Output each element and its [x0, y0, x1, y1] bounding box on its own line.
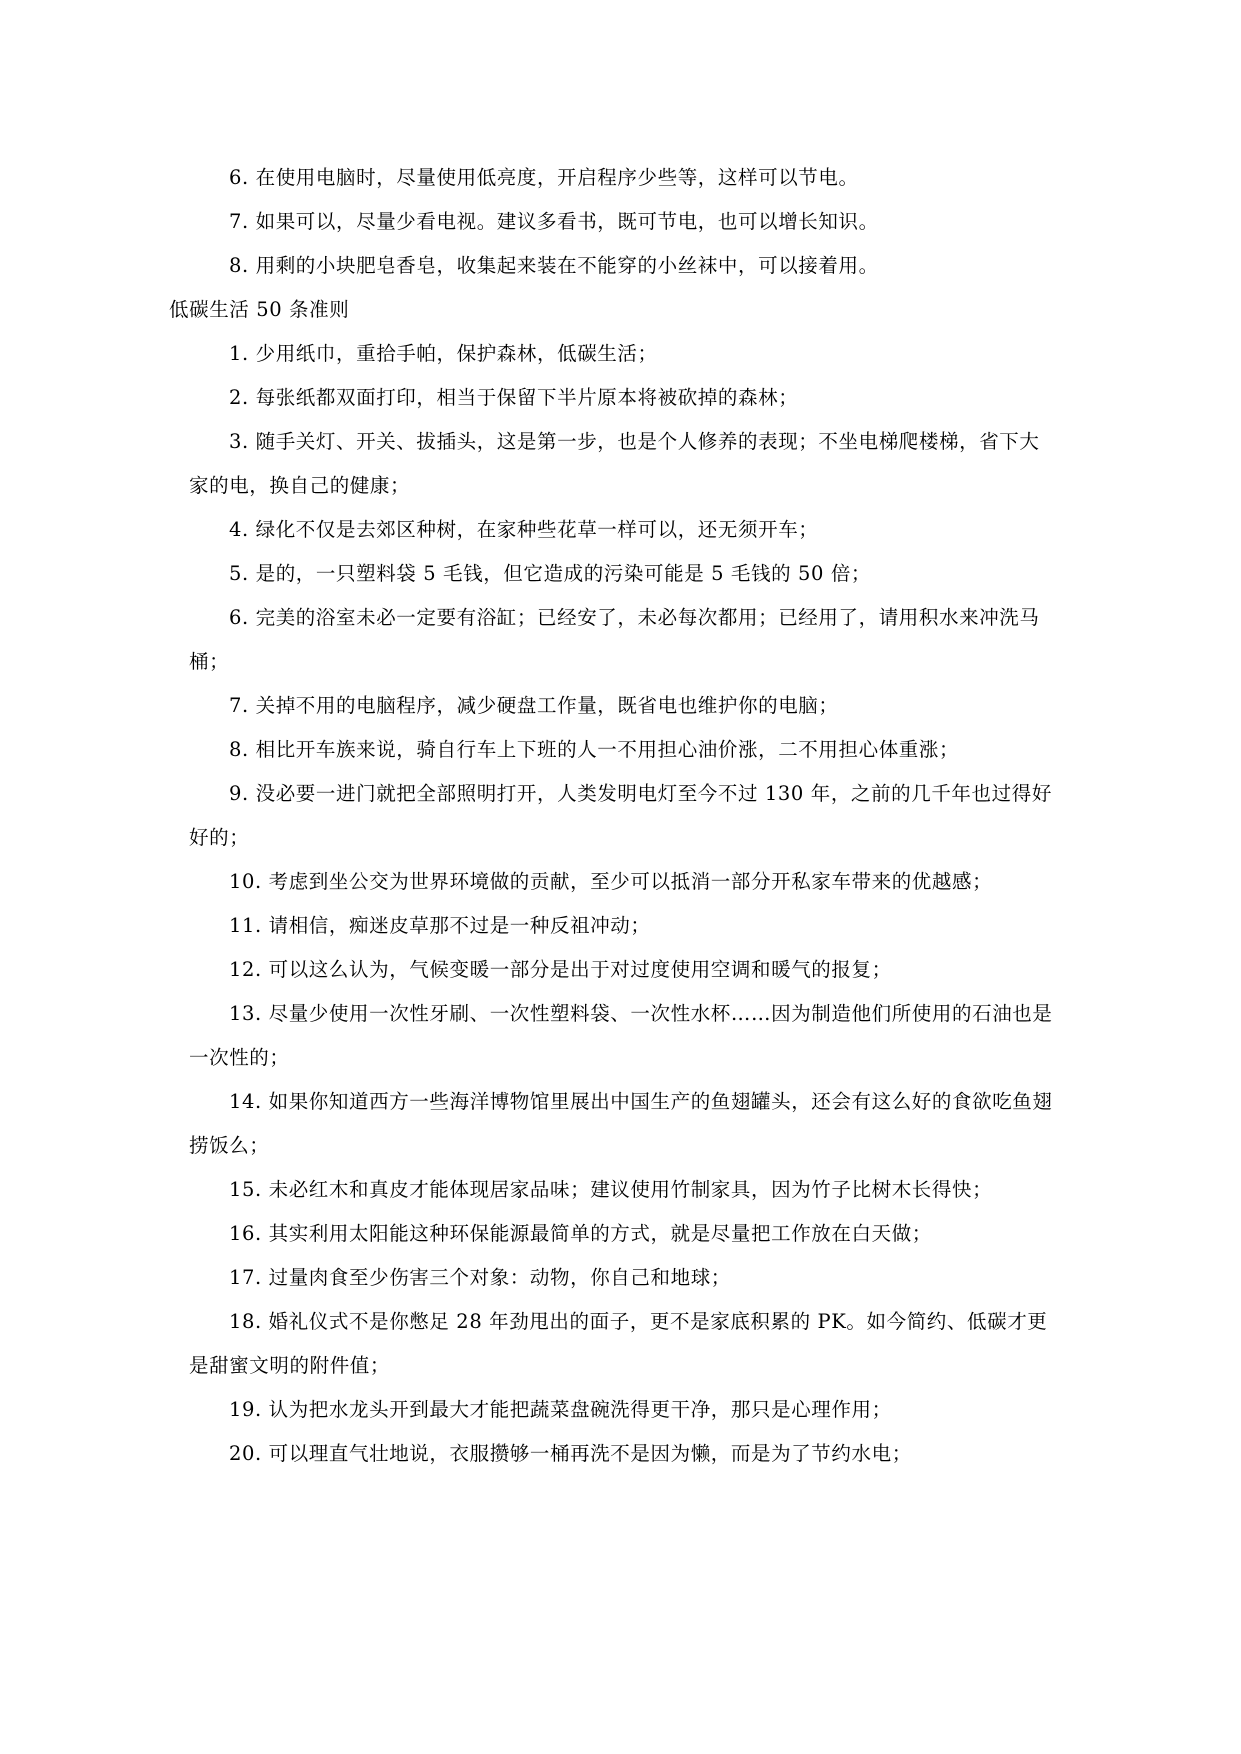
rule-item: 5. 是的，一只塑料袋 5 毛钱，但它造成的污染可能是 5 毛钱的 50 倍； — [229, 562, 872, 585]
intro-paragraph: 7. 如果可以，尽量少看电视。建议多看书，既可节电，也可以增长知识。 — [229, 210, 879, 233]
rule-item: 6. 完美的浴室未必一定要有浴缸；已经安了，未必每次都用；已经用了，请用积水来冲洗马桶； — [189, 606, 1040, 673]
rule-item: 16. 其实利用太阳能这种环保能源最简单的方式，就是尽量把工作放在白天做； — [229, 1222, 932, 1245]
rule-item: 13. 尽量少使用一次性牙刷、一次性塑料袋、一次性水杯……因为制造他们所使用的石油也是一次性的； — [189, 1002, 1053, 1069]
rule-item: 19. 认为把水龙头开到最大才能把蔬菜盘碗洗得更干净，那只是心理作用； — [229, 1398, 892, 1421]
rule-item: 12. 可以这么认为，气候变暖一部分是出于对过度使用空调和暖气的报复； — [229, 958, 892, 981]
rule-item: 11. 请相信，痴迷皮草那不过是一种反祖冲动； — [229, 914, 651, 937]
rule-item: 7. 关掉不用的电脑程序，减少硬盘工作量，既省电也维护你的电脑； — [229, 694, 839, 717]
rule-item: 4. 绿化不仅是去郊区种树，在家种些花草一样可以，还无须开车； — [229, 518, 819, 541]
intro-paragraph: 8. 用剩的小块肥皂香皂，收集起来装在不能穿的小丝袜中，可以接着用。 — [229, 254, 879, 277]
rule-item: 9. 没必要一进门就把全部照明打开，人类发明电灯至今不过 130 年，之前的几千年也过得好好的； — [189, 782, 1052, 849]
document-page — [169, 156, 1057, 1476]
rule-item: 17. 过量肉食至少伤害三个对象：动物，你自己和地球； — [229, 1266, 731, 1289]
rule-item: 18. 婚礼仪式不是你憋足 28 年劲甩出的面子，更不是家底积累的 PK。如今简约、低碳才更是甜蜜文明的附件值； — [189, 1310, 1048, 1377]
rule-item: 20. 可以理直气壮地说，衣服攒够一桶再洗不是因为懒，而是为了节约水电； — [229, 1442, 912, 1465]
section-heading: 低碳生活 50 条准则 — [169, 298, 350, 321]
rule-item: 2. 每张纸都双面打印，相当于保留下半片原本将被砍掉的森林； — [229, 386, 799, 409]
rule-item: 10. 考虑到坐公交为世界环境做的贡献，至少可以抵消一部分开私家车带来的优越感； — [229, 870, 993, 893]
rule-item: 3. 随手关灯、开关、拔插头，这是第一步，也是个人修养的表现；不坐电梯爬楼梯，省下大家的电，换自己的健康； — [189, 430, 1040, 497]
rule-item: 1. 少用纸巾，重拾手帕，保护森林，低碳生活； — [229, 342, 658, 365]
rule-item: 15. 未必红木和真皮才能体现居家品味；建议使用竹制家具，因为竹子比树木长得快； — [229, 1178, 993, 1201]
rule-item: 8. 相比开车族来说，骑自行车上下班的人一不用担心油价涨，二不用担心体重涨； — [229, 738, 960, 761]
intro-paragraph: 6. 在使用电脑时，尽量使用低亮度，开启程序少些等，这样可以节电。 — [229, 166, 859, 189]
rule-item: 14. 如果你知道西方一些海洋博物馆里展出中国生产的鱼翅罐头，还会有这么好的食欲吃鱼翅捞饭么； — [189, 1090, 1053, 1157]
